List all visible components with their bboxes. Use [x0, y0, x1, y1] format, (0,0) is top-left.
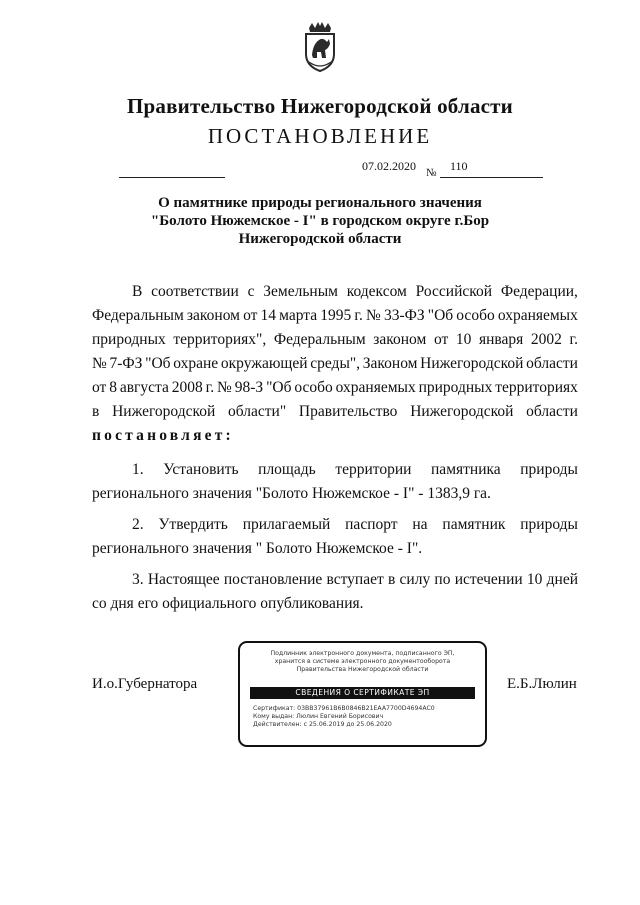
word: памятник: [442, 516, 506, 533]
decree-word: постановляет:: [92, 427, 234, 444]
word: Настоящее: [147, 571, 220, 588]
word: природы: [520, 461, 578, 478]
word: 33-ФЗ: [383, 307, 425, 324]
word: №: [366, 307, 381, 324]
word: Установить: [163, 461, 239, 478]
word: области: [526, 355, 578, 372]
word: на: [412, 516, 428, 533]
word: 8: [109, 379, 117, 396]
stamp-notice-line: хранится в системе электронного документооборота: [274, 658, 451, 665]
word: 10: [455, 331, 472, 348]
word: 7-ФЗ: [109, 355, 143, 372]
word: от: [243, 307, 258, 324]
word: прилагаемый: [242, 516, 331, 533]
word: №: [92, 355, 107, 372]
word: среды",: [310, 355, 361, 372]
word: №: [217, 379, 232, 396]
word: Правительство: [298, 403, 398, 420]
word: охраняемых: [335, 379, 416, 396]
word: природных: [92, 331, 166, 348]
word: законом: [186, 307, 240, 324]
body-line: [92, 328, 578, 352]
document-subject: [100, 194, 540, 248]
document-number: 110: [450, 159, 468, 173]
word: Нижегородской: [420, 355, 524, 372]
body-line: регионального значения "Болото Нюжемское - I" - 1383,9 га.: [92, 485, 491, 502]
word: г.: [569, 331, 578, 348]
word: от: [92, 379, 107, 396]
word: 2.: [132, 516, 144, 533]
word: В: [132, 283, 143, 300]
word: паспорт: [345, 516, 398, 533]
word: в: [92, 403, 100, 420]
word: марта: [279, 307, 318, 324]
word: соответствии: [151, 283, 239, 300]
body-line: [92, 376, 578, 400]
word: 98-З: [234, 379, 264, 396]
word: 2002: [530, 331, 562, 348]
stamp-notice-line: Правительства Нижегородской области: [296, 666, 429, 673]
item-3: [92, 568, 578, 616]
word: "Об: [145, 355, 171, 372]
word: августа: [119, 379, 169, 396]
signatory-position: И.о.Губернатора: [92, 676, 198, 692]
word: области: [526, 403, 578, 420]
word: от: [433, 331, 449, 348]
body-line: регионального значения " Болото Нюжемское - I".: [92, 540, 423, 557]
document-type: ПОСТАНОВЛЕНИЕ: [207, 124, 433, 148]
word: 2008: [171, 379, 203, 396]
word: природы: [520, 516, 578, 533]
word: памятника: [431, 461, 501, 478]
word: г.: [205, 379, 215, 396]
body-line: [92, 513, 578, 537]
word: охране: [173, 355, 219, 372]
word: окружающей: [220, 355, 308, 372]
word: Земельным: [263, 283, 338, 300]
certificate-serial: Сертификат: 03BB37961B6B0846B21EAA7700D4694AC0: [253, 705, 435, 712]
signatory-name: Е.Б.Люлин: [507, 676, 577, 692]
certificate-validity: Действителен: с 25.06.2019 до 25.06.2020: [253, 721, 392, 728]
word: с: [247, 283, 255, 300]
body-line: [92, 400, 578, 424]
word: постановление: [223, 571, 323, 588]
word: 1995: [320, 307, 352, 324]
word: Утвердить: [158, 516, 228, 533]
body-line: со дня его официального опубликования.: [92, 595, 364, 612]
stamp-notice-line: Подлинник электронного документа, подписанного ЭП,: [270, 650, 455, 657]
word: Федерации,: [500, 283, 578, 300]
word: Федеральным: [273, 331, 366, 348]
word: природных: [418, 379, 493, 396]
word: охраняемых: [497, 307, 578, 324]
certificate-details: [253, 705, 435, 729]
word: 10: [526, 571, 543, 588]
word: Нижегородской: [410, 403, 514, 420]
word: 14: [260, 307, 277, 324]
word: кодексом: [346, 283, 407, 300]
body-line: [92, 304, 578, 328]
word: Нижегородской: [112, 403, 216, 420]
word: г.: [354, 307, 363, 324]
number-sign: №: [426, 167, 437, 179]
number-underline: [440, 177, 543, 178]
word: Федеральным: [92, 307, 184, 324]
subject-line: Нижегородской области: [238, 231, 402, 247]
government-name: Правительство Нижегородской области: [127, 94, 513, 118]
subject-line: "Болото Нюжемское - I" в городском округе г.Бор: [150, 213, 490, 229]
word: 3.: [132, 571, 144, 588]
word: "Об: [266, 379, 292, 396]
word: истечении: [454, 571, 523, 588]
word: площадь: [258, 461, 316, 478]
word: по: [434, 571, 451, 588]
word: "Об: [427, 307, 454, 324]
word: января: [478, 331, 524, 348]
certificate-owner: Кому выдан: Люлин Евгений Борисович: [253, 713, 384, 720]
registration-line: [119, 177, 225, 178]
word: вступает: [326, 571, 384, 588]
word: особо: [294, 379, 333, 396]
body-line: [92, 280, 578, 304]
body-line: [92, 568, 578, 592]
body-line: [92, 458, 578, 482]
word: 1.: [132, 461, 144, 478]
word: особо: [456, 307, 495, 324]
word: дней: [546, 571, 578, 588]
electronic-signature-stamp: [238, 641, 487, 747]
word: в: [387, 571, 396, 588]
body-line: [92, 352, 578, 376]
certificate-header-bar: СВЕДЕНИЯ О СЕРТИФИКАТЕ ЭП: [250, 687, 475, 699]
word: Законом: [362, 355, 418, 372]
word: территориях",: [173, 331, 267, 348]
coat-of-arms-icon: [301, 22, 339, 72]
word: Российской: [415, 283, 493, 300]
document-date: 07.02.2020: [362, 159, 416, 173]
word: территориях: [495, 379, 578, 396]
item-1: [92, 458, 578, 506]
stamp-notice: [240, 650, 485, 674]
word: области": [228, 403, 287, 420]
preamble-paragraph: [92, 280, 578, 448]
item-2: [92, 513, 578, 561]
word: силу: [399, 571, 431, 588]
word: законом: [373, 331, 427, 348]
subject-line: О памятнике природы регионального значения: [158, 195, 482, 211]
word: территории: [335, 461, 412, 478]
